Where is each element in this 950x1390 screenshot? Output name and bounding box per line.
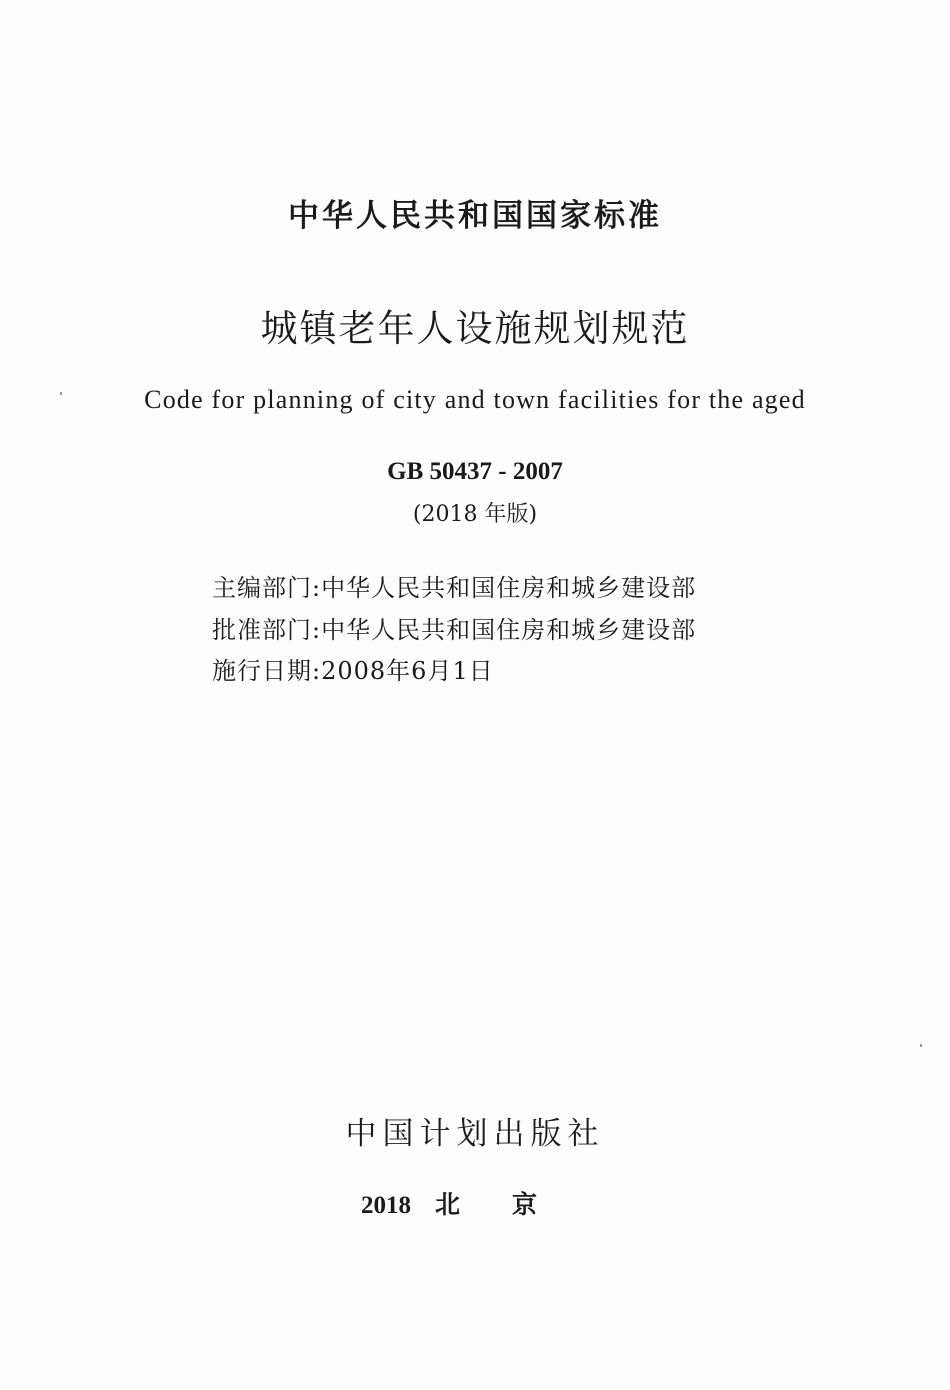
standard-code: GB 50437 - 2007 bbox=[387, 458, 563, 485]
document-title-english: Code for planning of city and town facilities for the aged bbox=[144, 385, 806, 414]
approval-value: 中华人民共和国住房和城乡建设部 bbox=[321, 616, 697, 644]
edition-note: (2018 年版) bbox=[412, 502, 538, 527]
effective-date-value: 2008年6月1日 bbox=[321, 657, 494, 685]
publisher-name: 中国计划出版社 bbox=[345, 1116, 605, 1152]
effective-date-label: 施行日期: bbox=[212, 657, 322, 685]
chief-editor-line bbox=[212, 568, 696, 603]
chief-editor-label: 主编部门: bbox=[212, 574, 322, 602]
publication-city: 北京 bbox=[434, 1192, 589, 1219]
document-title-chinese: 城镇老年人设施规划规范 bbox=[260, 307, 690, 350]
approval-label: 批准部门: bbox=[212, 616, 322, 644]
chief-editor-value: 中华人民共和国住房和城乡建设部 bbox=[321, 574, 697, 602]
publication-year-city bbox=[0, 1185, 950, 1221]
scan-speck bbox=[920, 1044, 922, 1047]
approval-line bbox=[212, 610, 696, 645]
effective-date-line bbox=[212, 651, 494, 686]
publication-year: 2018 bbox=[360, 1192, 411, 1219]
national-standard-heading: 中华人民共和国国家标准 bbox=[288, 198, 662, 234]
